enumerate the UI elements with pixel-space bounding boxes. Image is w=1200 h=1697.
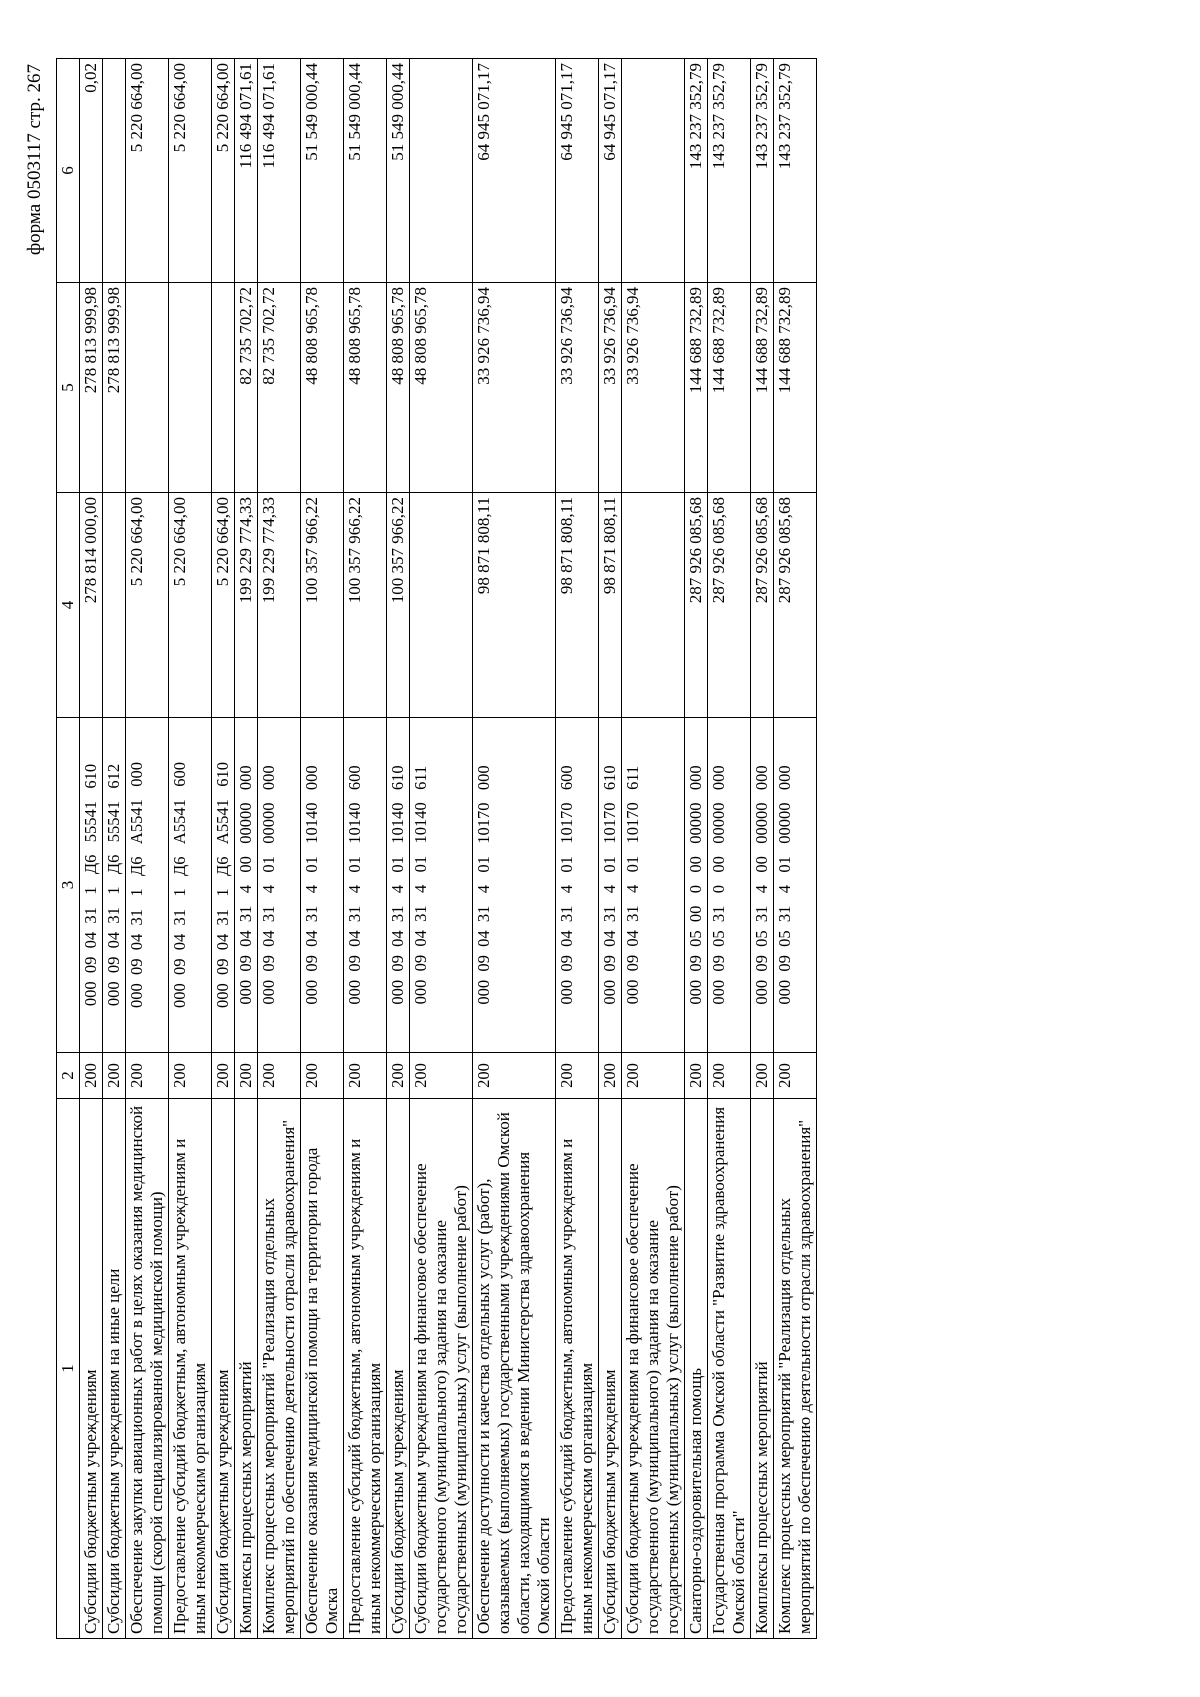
row-approved-cell [410,493,473,718]
table-row [103,59,126,1639]
row-line-code-cell: 200 [708,1053,751,1099]
row-approved-cell: 100 357 966,22 [301,493,344,718]
row-approved-cell: 100 357 966,22 [387,493,410,718]
row-classification-code-cell: 000 09 04 31 4 00 00000 000 [235,718,258,1053]
row-approved-cell: 287 926 085,68 [774,493,817,718]
row-line-code-cell: 200 [599,1053,622,1099]
row-line-code-cell: 200 [473,1053,556,1099]
row-classification-code-cell: 000 09 04 31 1 Д6 55541 610 [80,718,103,1053]
row-classification-code-cell: 000 09 05 31 0 00 00000 000 [708,718,751,1053]
row-executed-cell: 48 808 965,78 [410,283,473,493]
row-name-cell: Субсидии бюджетным учреждениям [387,1099,410,1639]
row-remaining-cell: 143 237 352,79 [685,59,708,283]
row-name-cell: Предоставление субсидий бюджетным, автономным учреждениям и иным некоммерческим организациям [344,1099,387,1639]
row-executed-cell [169,283,212,493]
row-remaining-cell [410,59,473,283]
row-name-cell: Комплексы процессных мероприятий [751,1099,774,1639]
row-line-code-cell: 200 [774,1053,817,1099]
row-name-cell: Субсидии бюджетным учреждениям на иные цели [103,1099,126,1639]
row-executed-cell: 144 688 732,89 [751,283,774,493]
row-classification-code-cell: 000 09 04 31 4 01 10170 600 [556,718,599,1053]
row-line-code-cell: 200 [80,1053,103,1099]
row-approved-cell [103,493,126,718]
row-remaining-cell: 116 494 071,61 [258,59,301,283]
row-executed-cell: 278 813 999,98 [80,283,103,493]
row-approved-cell: 98 871 808,11 [599,493,622,718]
row-classification-code-cell: 000 09 04 31 1 Д6 55541 612 [103,718,126,1053]
row-remaining-cell: 0,02 [80,59,103,283]
row-classification-code-cell: 000 09 04 31 4 01 10170 610 [599,718,622,1053]
row-name-cell: Санаторно-оздоровительная помощь [685,1099,708,1639]
row-executed-cell: 33 926 736,94 [599,283,622,493]
row-line-code-cell: 200 [751,1053,774,1099]
row-executed-cell [212,283,235,493]
table-row [622,59,685,1639]
header-cell: 2 [57,1053,80,1099]
row-classification-code-cell: 000 09 05 00 0 00 00000 000 [685,718,708,1053]
row-remaining-cell: 64 945 071,17 [556,59,599,283]
row-approved-cell: 5 220 664,00 [126,493,169,718]
table-row [344,59,387,1639]
table-row [473,59,556,1639]
row-remaining-cell: 64 945 071,17 [473,59,556,283]
row-remaining-cell: 5 220 664,00 [212,59,235,283]
row-executed-cell [126,283,169,493]
row-executed-cell: 82 735 702,72 [235,283,258,493]
row-remaining-cell: 143 237 352,79 [774,59,817,283]
row-name-cell: Обеспечение оказания медицинской помощи на территории города Омска [301,1099,344,1639]
row-line-code-cell: 200 [410,1053,473,1099]
row-approved-cell: 100 357 966,22 [344,493,387,718]
row-executed-cell: 278 813 999,98 [103,283,126,493]
row-name-cell: Государственная программа Омской области "Развитие здравоохранения Омской области" [708,1099,751,1639]
row-approved-cell [622,493,685,718]
row-approved-cell: 98 871 808,11 [556,493,599,718]
row-remaining-cell: 64 945 071,17 [599,59,622,283]
row-classification-code-cell: 000 09 04 31 4 01 10170 000 [473,718,556,1053]
row-line-code-cell: 200 [685,1053,708,1099]
header-cell: 5 [57,283,80,493]
header-cell: 3 [57,718,80,1053]
row-line-code-cell: 200 [235,1053,258,1099]
row-approved-cell: 98 871 808,11 [473,493,556,718]
table-row [169,59,212,1639]
row-approved-cell: 287 926 085,68 [708,493,751,718]
row-executed-cell: 82 735 702,72 [258,283,301,493]
table-row [685,59,708,1639]
table-row [301,59,344,1639]
row-line-code-cell: 200 [258,1053,301,1099]
table-row [751,59,774,1639]
row-classification-code-cell: 000 09 04 31 1 Д6 А5541 600 [169,718,212,1053]
row-classification-code-cell: 000 09 04 31 4 01 10140 610 [387,718,410,1053]
row-classification-code-cell: 000 09 05 31 4 01 00000 000 [774,718,817,1053]
row-classification-code-cell: 000 09 04 31 4 01 10170 611 [622,718,685,1053]
row-name-cell: Обеспечение доступности и качества отдельных услуг (работ), оказываемых (выполняемых) государственными учреждениями Омской области, находящимися в ведении Министерства здравоохранения Омской области [473,1099,556,1639]
header-cell: 6 [57,59,80,283]
row-approved-cell: 199 229 774,33 [258,493,301,718]
row-classification-code-cell: 000 09 04 31 1 Д6 А5541 000 [126,718,169,1053]
row-remaining-cell: 143 237 352,79 [708,59,751,283]
row-line-code-cell: 200 [169,1053,212,1099]
row-remaining-cell [103,59,126,283]
budget-table [56,58,817,1639]
row-approved-cell: 278 814 000,00 [80,493,103,718]
row-executed-cell: 144 688 732,89 [685,283,708,493]
row-classification-code-cell: 000 09 04 31 4 01 10140 611 [410,718,473,1053]
row-executed-cell: 48 808 965,78 [387,283,410,493]
row-executed-cell: 33 926 736,94 [556,283,599,493]
row-remaining-cell: 51 549 000,44 [301,59,344,283]
table-row [599,59,622,1639]
row-classification-code-cell: 000 09 05 31 4 00 00000 000 [751,718,774,1053]
row-name-cell: Комплекс процессных мероприятий "Реализация отдельных мероприятий по обеспечению деятельности отрасли здравоохранения" [774,1099,817,1639]
row-name-cell: Субсидии бюджетным учреждениям на финансовое обеспечение государственного (муниципального) задания на оказание государственных (муниципальных) услуг (выполнение работ) [622,1099,685,1639]
row-line-code-cell: 200 [103,1053,126,1099]
row-remaining-cell: 5 220 664,00 [126,59,169,283]
row-approved-cell: 5 220 664,00 [212,493,235,718]
row-line-code-cell: 200 [344,1053,387,1099]
row-name-cell: Предоставление субсидий бюджетным, автономным учреждениям и иным некоммерческим организациям [556,1099,599,1639]
row-line-code-cell: 200 [301,1053,344,1099]
row-approved-cell: 287 926 085,68 [751,493,774,718]
row-remaining-cell: 143 237 352,79 [751,59,774,283]
row-classification-code-cell: 000 09 04 31 1 Д6 А5541 610 [212,718,235,1053]
row-name-cell: Обеспечение закупки авиационных работ в целях оказания медицинской помощи (скорой специализированной медицинской помощи) [126,1099,169,1639]
row-name-cell: Субсидии бюджетным учреждениям [212,1099,235,1639]
table-row [126,59,169,1639]
row-line-code-cell: 200 [556,1053,599,1099]
table-row [212,59,235,1639]
row-executed-cell: 144 688 732,89 [708,283,751,493]
table-row [387,59,410,1639]
row-executed-cell: 48 808 965,78 [301,283,344,493]
row-executed-cell: 144 688 732,89 [774,283,817,493]
row-remaining-cell: 116 494 071,61 [235,59,258,283]
row-approved-cell: 5 220 664,00 [169,493,212,718]
row-name-cell: Комплексы процессных мероприятий [235,1099,258,1639]
row-executed-cell: 48 808 965,78 [344,283,387,493]
row-remaining-cell [622,59,685,283]
table-row [235,59,258,1639]
form-label: форма 0503117 стр. 267 [24,64,45,256]
row-approved-cell: 199 229 774,33 [235,493,258,718]
row-line-code-cell: 200 [212,1053,235,1099]
header-cell: 1 [57,1099,80,1639]
table-row [556,59,599,1639]
row-approved-cell: 287 926 085,68 [685,493,708,718]
row-line-code-cell: 200 [387,1053,410,1099]
table-row [80,59,103,1639]
row-classification-code-cell: 000 09 04 31 4 01 10140 000 [301,718,344,1053]
table-row [258,59,301,1639]
row-classification-code-cell: 000 09 04 31 4 01 10140 600 [344,718,387,1053]
header-row [57,59,80,1639]
row-name-cell: Субсидии бюджетным учреждениям [599,1099,622,1639]
row-name-cell: Субсидии бюджетным учреждениям на финансовое обеспечение государственного (муниципального) задания на оказание государственных (муниципальных) услуг (выполнение работ) [410,1099,473,1639]
row-executed-cell: 33 926 736,94 [622,283,685,493]
table-row [410,59,473,1639]
row-remaining-cell: 51 549 000,44 [387,59,410,283]
row-line-code-cell: 200 [622,1053,685,1099]
row-remaining-cell: 51 549 000,44 [344,59,387,283]
row-name-cell: Субсидии бюджетным учреждениям [80,1099,103,1639]
table-body [80,59,817,1639]
table-row [774,59,817,1639]
header-cell: 4 [57,493,80,718]
row-name-cell: Предоставление субсидий бюджетным, автономным учреждениям и иным некоммерческим организациям [169,1099,212,1639]
row-executed-cell: 33 926 736,94 [473,283,556,493]
row-classification-code-cell: 000 09 04 31 4 01 00000 000 [258,718,301,1053]
table-row [708,59,751,1639]
row-name-cell: Комплекс процессных мероприятий "Реализация отдельных мероприятий по обеспечению деятельности отрасли здравоохранения" [258,1099,301,1639]
row-line-code-cell: 200 [126,1053,169,1099]
row-remaining-cell: 5 220 664,00 [169,59,212,283]
